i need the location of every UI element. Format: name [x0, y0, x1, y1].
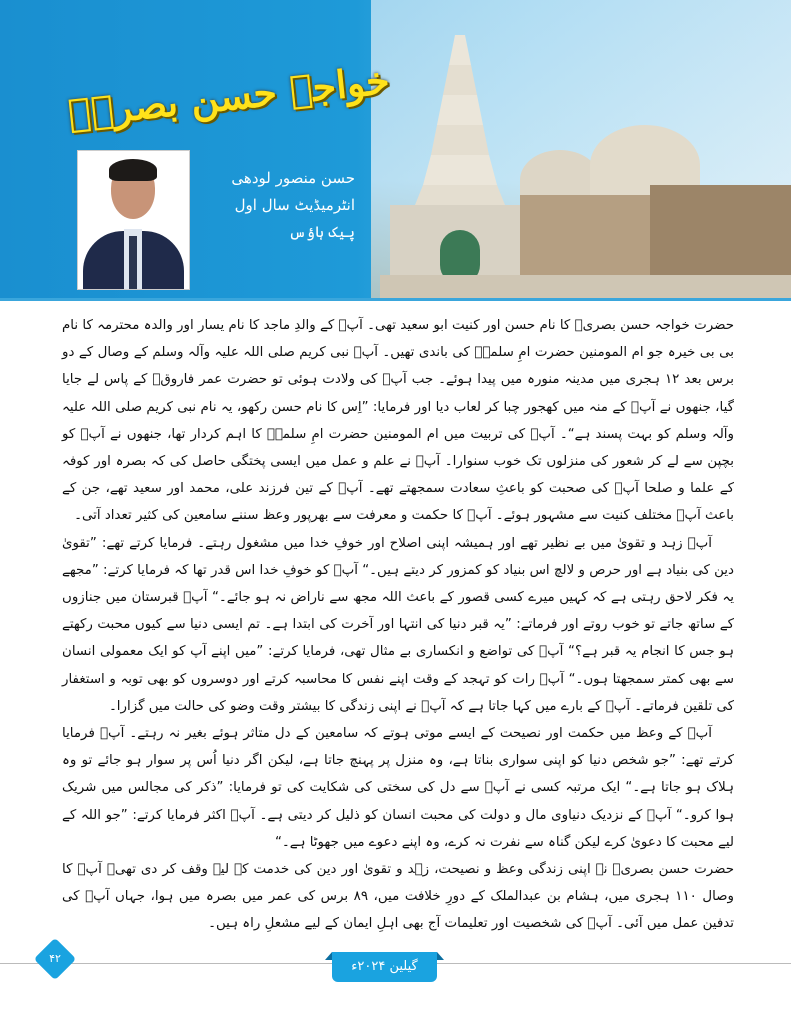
page-number: ۴۲	[49, 951, 61, 965]
paragraph: آپؒ کے وعظ میں حکمت اور نصیحت کے ایسے موتی ہوتے کہ سامعین کے دل متاثر ہوئے بغیر نہ رہتے۔ آپؒ فرمایا کرتے تھے: ”جو شخص دنیا کو اپنی سواری بناتا ہے، وہ منزل پر پہنچ جاتا ہے، لیکن اگر دنیا اُس پر سوار ہو جائے تو وہ ہلاک ہو جاتا ہے۔“ ایک مرتبہ کسی نے آپؒ سے دل کی سختی کی شکایت کی تو فرمایا: ”ذکر کی مجالس میں شریک ہوا کرو۔“ آپؒ کے نزدیک دنیاوی مال و دولت کی محبت انسان کو ذلیل کر دیتی ہے۔ آپؒ اکثر فرمایا کرتے: ”جو اللہ کے لیے محبت کا دعویٰ کرے لیکن گناہ سے نفرت نہ کرے، وہ اپنے دعوے میں جھوٹا ہے۔“	[62, 726, 734, 850]
article-title: خواجہ حسن بصریؒ	[65, 57, 392, 136]
page-number-badge	[34, 937, 76, 979]
paragraph: حضرت حسن بصریؒ نے اپنی زندگی وعظ و نصیحت، زہد و تقویٰ اور دین کی خدمت کے لیے وقف کر دی تھی۔ آپؒ کا وصال ۱۱۰ ہجری میں، ہشام بن عبدالملک کے دورِ خلافت میں، ۸۹ برس کی عمر میں بصرہ میں ہوا، جہاں آپؒ کی تدفین عمل میں آئی۔ آپؒ کی شخصیت اور تعلیمات آج بھی اہلِ ایمان کے لیے مشعلِ راہ ہیں۔	[62, 862, 735, 932]
page-footer	[0, 952, 791, 1002]
magazine-name-tab: گیلین ۲۰۲۴ء	[332, 952, 437, 982]
author-house: پیک ہاؤس	[288, 223, 355, 241]
article-body	[62, 0, 734, 938]
author-name: حسن منصور لودھی	[231, 169, 355, 187]
paragraph: آپؒ زہد و تقویٰ میں بے نظیر تھے اور ہمیشہ اپنی اصلاح اور خوفِ خدا میں مشغول رہتے۔ فرمایا کرتے تھے: ”تقویٰ دین کی بنیاد ہے اور حرص و لالچ اس بنیاد کو کمزور کر دیتے ہیں۔“ آپؒ کو خوفِ خدا اس قدر تھا کہ فرمایا کرتے: ”مجھے یہ فکر لاحق رہتی ہے کہ کہیں میرے کسی قصور کے باعث اللہ مجھ سے ناراض نہ ہو جائے۔“ آپؒ قبرستان میں جنازوں کے ساتھ جاتے تو خوب روتے اور فرماتے: ”یہ قبر دنیا کی انتہا اور آخرت کی ابتدا ہے۔ تم ایسی دنیا سے کیوں محبت رکھتے ہو جس کا انجام یہ قبر ہے؟“ آپؒ کی تواضع و انکساری بے مثال تھی، فرمایا کرتے: ”میں اپنے آپ کو ایک معمولی انسان سے بھی کمتر سمجھتا ہوں۔“ آپؒ رات کو تہجد کے وقت اپنے نفس کا محاسبہ کرتے اور دوسروں کو بھی توبہ و استغفار کی تلقین فرماتے۔ آپؒ کے بارے میں کہا جاتا ہے کہ آپؒ نے اپنی زندگی کا بیشتر وقت وضو کی حالت میں گزارا۔	[62, 535, 734, 714]
paragraph: حضرت خواجہ حسن بصریؒ کا نام حسن اور کنیت ابو سعید تھی۔ آپؒ کے والدِ ماجد کا نام یسار اور والدہ محترمہ کا نام بی بی خیرہ جو ام المومنین حضرت امِ سلمہؓ کی باندی تھیں۔ آپؒ نبی کریم صلی اللہ علیہ وآلہ وسلم کے وصال کے دو برس بعد ۱۲ ہجری میں مدینہ منورہ میں پیدا ہوئے۔ جب آپؒ کی ولادت ہوئی تو حضرت عمر فاروقؓ کے پاس لے جایا گیا، جنھوں نے آپؒ کے منہ میں کھجور چبا کر لعاب دیا اور فرمایا: ”اِس کا نام حسن رکھو، یہ نام نبی کریم صلی اللہ علیہ وآلہ وسلم کو بہت پسند ہے“۔ آپؒ کی تربیت میں ام المومنین حضرت امِ سلمہؓ کا اہم کردار تھا، جنھوں نے آپؒ کو بچپن سے لے کر شعور کی منزلوں تک خوب سنوارا۔ آپؒ نے علم و عمل میں ایسی پختگی حاصل کی کہ بصرہ اور کوفہ کے علما و صلحا آپؒ کی صحبت کو باعثِ سعادت سمجھتے تھے۔ آپؒ کے تین فرزند علی، محمد اور سعید تھے، جن کے باعث آپؒ مختلف کنیت سے مشہور ہوئے۔ آپؒ کا حکمت و معرفت سے بھرپور وعظ سننے سامعین کی کثیر تعداد آتی۔	[62, 318, 734, 524]
author-class: انٹرمیڈیٹ سال اول	[234, 196, 355, 214]
